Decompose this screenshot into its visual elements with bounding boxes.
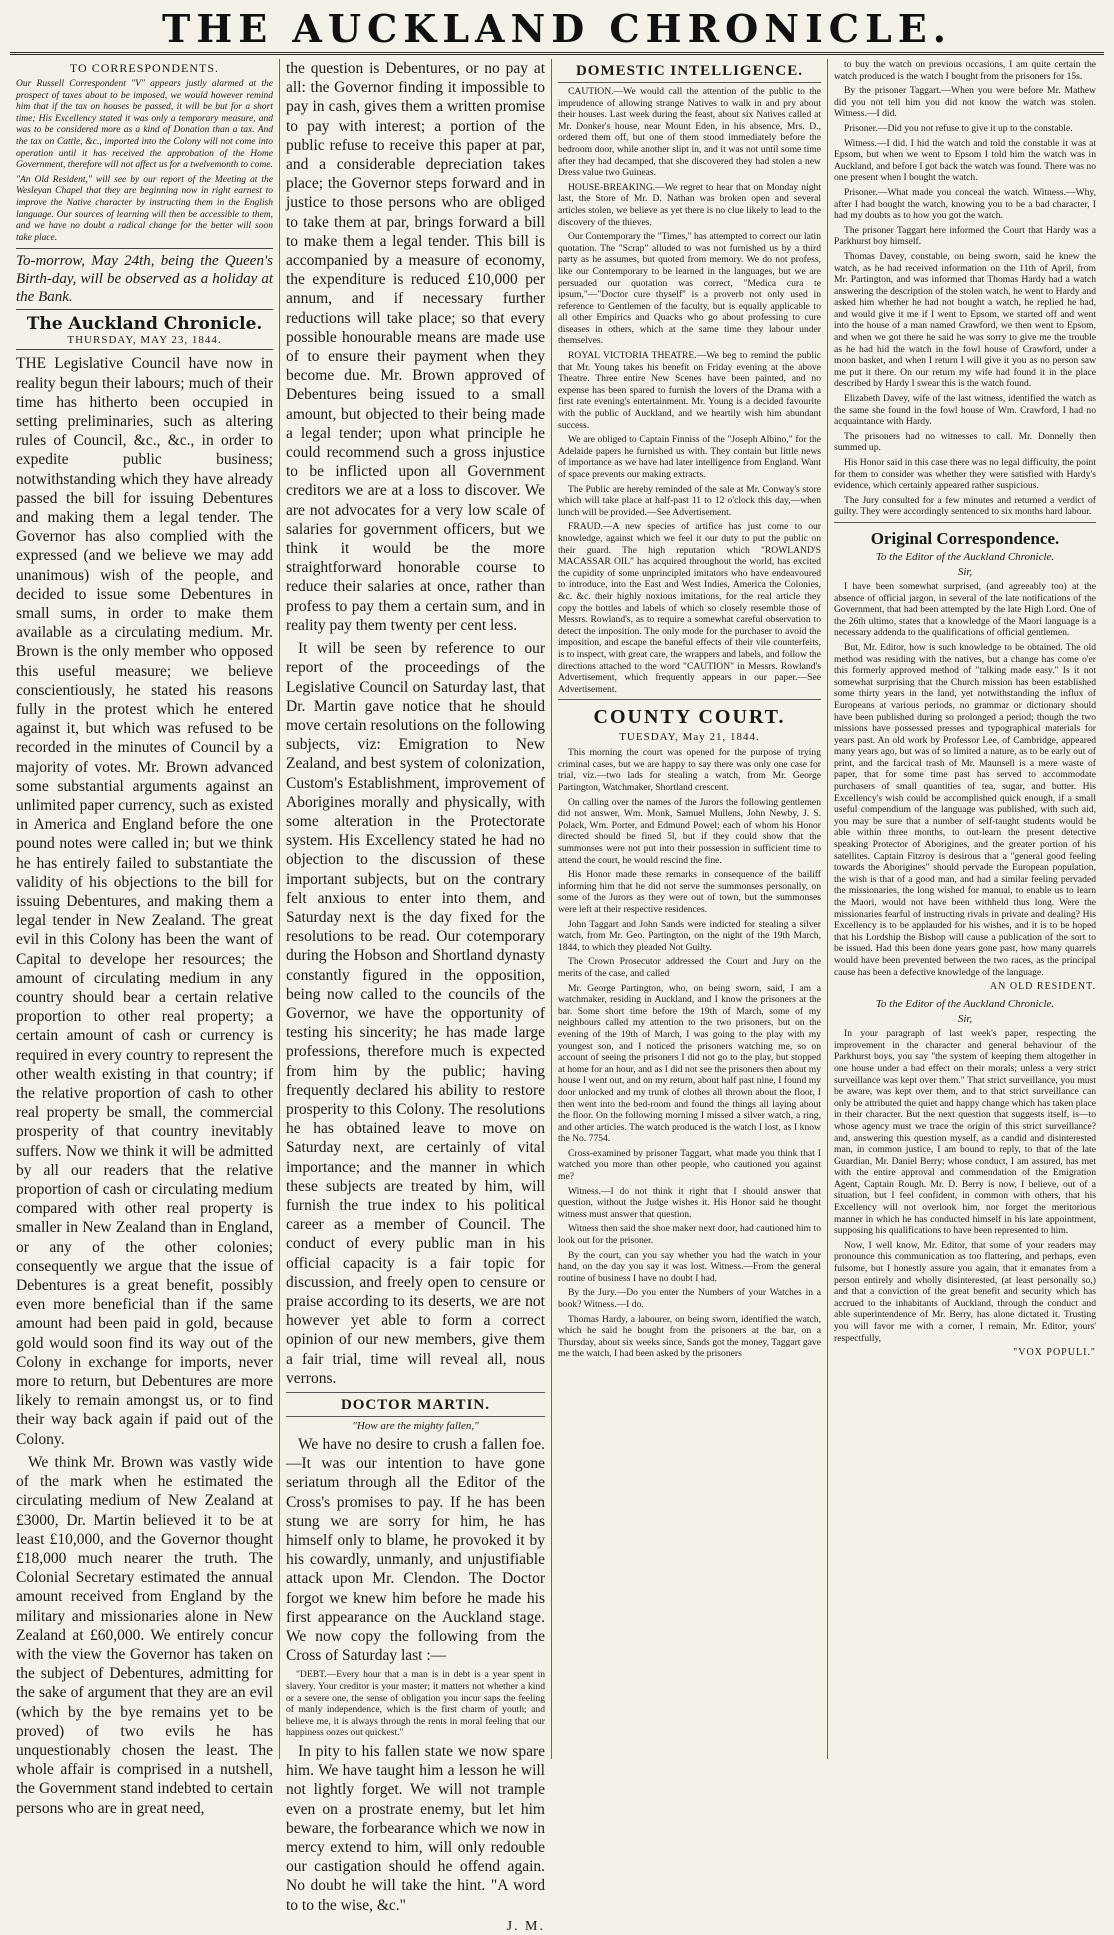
news-item: CAUTION.—We would call the attention of the public to the imprudence of allowing strange Natives to walk in and pry about their houses. Last week during the feast, about six Natives called at Mr. Donker's house, near Mount Eden, in his absence, Mrs. D., ordered them off, but one of them stood immediately before the bedroom door, while another slipt in, and it was not until some time after they had decamped, that she discovered they had stolen a new Dress value two Guineas. [558, 86, 821, 179]
court-paragraph: Witness.—I did. I hid the watch and told the constable it was at Epsom, but when we went to Epsom I told him the watch was in Auckland, and before I got back the watch was found. There was no one present when I bought the watch. [834, 137, 1096, 184]
divider [286, 1392, 545, 1393]
court-paragraph: The prisoner Taggart here informed the Court that Hardy was a Parkhurst boy himself. [834, 224, 1096, 248]
divider [834, 522, 1096, 523]
court-paragraph: The Crown Prosecutor addressed the Court and Jury on the merits of the case, and called [558, 956, 821, 979]
leader-paragraph: THE Legislative Council have now in reality begun their labours; much of their time has hitherto been occupied in setting preliminaries, such as altering rules of Council, &c., &c., in order to expedite public business; notwithstanding which they have already passed the bill for issuing Debentures and making them a legal tender. The Governor has also complied with the expressed (and we believe we may add unanimous) wish of the people, and decided to issue some Debentures in small sums, in order to make them available as a circulating medium. Mr. Brown is the only member who opposed this useful measure; we believe conscientiously, he stated his reasons fully in the protest which he entered against it, but which was refused to be recorded in the minutes of Council by a majority of votes. Mr. Brown advanced some substantial arguments against an unlimited paper currency, such as existed in America and England before the one pound notes were called in; but we think he has entirely failed to substantiate the validity of his objections to the bill for issuing Debentures, and making them a legal tender in New Zealand. The great evil in this Colony has been the want of Capital to develope her resources; the amount of circulating medium in any country should bear a certain relative proportion to other real property; a certain amount of cash or currency is required in every country to represent the other wealth existing in that country; if the relative proportion of cash to other real property be small, the commercial prosperity of that country inevitably suffers. Now we think it will be admitted by all our readers that the relative proportion of cash or circulating medium compared with other real property is smaller in New Zealand than in England, or any of the other colonies; consequently we argue that the issue of Debentures is a great benefit, possibly even more beneficial than if the same amount had been paid in gold, because gold would soon find its way out of the Colony in exchange for imports, never more to return, but Debentures are more likely to remain amongst us, or to find their way back again if paid out of the Colony. [16, 355, 273, 1448]
doctor-martin-heading: DOCTOR MARTIN. [286, 1397, 545, 1417]
column-3 [552, 59, 828, 1759]
letter-paragraph: But, Mr. Editor, how is such knowledge to be obtained. The old method was residing with the natives, but a change has come o'er this formerly approved method of "talking made easy." Is it not somewhat surprising that the Church mission has been established some thirty years in the land, yet notwithstanding the influx of Europeans at various periods, no grammar or dictionary should have been published during so prolonged a period; though the two missions have possessed presses and typographical materials for years past. An old work by Professor Lee, of Cambridge, appeared many years ago, but was of so limited a nature, as to be early out of print, and the farcical trash of Mr. Maunsell is a mere waste of paper, that for some time past has served to accommodate purchasers of small quantities of tea, sugar, and butter. His Excellency's wish could be accomplished quick enough, if a small useful compendium of the language was published, with such aid, you may be sure that a number of self-taught students would be able within three months, to out-learn the present detective speaking Protector of Aborigines, and the greater portion of his satellites. Captain Fitzroy is desirous that a "general good feeling towards the Aborigines" should pervade the European population, the wish is that of a good man, and had a similar feeling pervaded the missionaries, the long wished for manual, to enable us to learn the Maori, would not have been withheld thus long. Were the missionaries fearful of instructing rivals in private and dealing? His Excellency is to be applauded for his wishes, and it is to be hoped that his Lordship the Bishop will cause a publication of the sort to be issued. Had this been done years gone past, how many quarrels would have been prevented between the two races, as the principal cause has been a defective knowledge of the language. [834, 641, 1096, 978]
leader-paragraph: It will be seen by reference to our report of the proceedings of the Legislative Council on Saturday last, that Dr. Martin gave notice that he should move certain resolutions on the following subjects, viz: Emigration to New Zealand, and best system of colonization, Custom's Establishment, improvement of Aborigines morally and physically, with some alteration in the Protectorate system. His Excellency stated he had no objection to the discussion of these important subjects, but on the contrary felt anxious to enter into them, and Saturday next is the day fixed for the resolutions to be read. Our cotemporary during the Hobson and Shortland dynasty constantly figured in the opposition, being now called to the councils of the Governor, we have the opportunity of testing his sincerity; he has made large professions, therefore much is expected from him by the public; having frequently declared his ability to restore prosperity to this Colony. The resolutions he has obtained leave to move on Saturday next, are certainly of vital importance; and the manner in which these subjects are treated by him, will furnish the true index to his political career as a member of Council. The conduct of every public man in his official capacity is a fair topic for discussion, and freely open to censure or praise according to its deserts, we are not however yet able to form a correct opinion of our new members, give them a fair trial, time will reveal all, nous verrons. [286, 640, 545, 1387]
masthead: THE AUCKLAND CHRONICLE. [10, 6, 1104, 55]
letter-paragraph: Now, I well know, Mr. Editor, that some of your readers may pronounce this communication as too flattering, and perhaps, even fulsome, but I honestly assure you again, that it emanates from a person entirely and wholly disinterested, (at least personally so,) and that a conviction of the great benefit and security which has accrued to the inhabitants of Auckland, through the conduct and able superintendence of Mr. Berry, has alone dictated it. Trusting you will favor me with a corner, I remain, Mr. Editor, yours' respectfully, [834, 1239, 1096, 1344]
correspondents-heading: TO CORRESPONDENTS. [69, 61, 220, 75]
news-item: ROYAL VICTORIA THEATRE.—We beg to remind the public that Mr. Young takes his benefit on Friday evening at the above Theatre. Three entire New Scenes have been painted, and no expense has been spared to furnish the lovers of the Drama with a first rate evening's entertainment. Mr. Young is a decided favourite with the public of Auckland, and we heartily wish him abundant success. [558, 350, 821, 431]
columns [10, 59, 1104, 1934]
news-item: The Public are hereby reminded of the sale at Mr. Conway's store which will take place at half-past 11 to 12 o'clock this day,—when lunch will be provided.—See Advertisement. [558, 483, 821, 518]
column-4 [828, 59, 1102, 1759]
quoted-passage: "DEBT.—Every hour that a man is in debt is a year spent in slavery. Your creditor is your master; it matters not whether a kind or a severe one, the sense of obligation you incur saps the feeling of manly independence, which is the first charm of youth; and believe me, it is always through the rents in moral feeling that our happiness oozes out quickest." [286, 1669, 545, 1739]
holiday-notice: To-morrow, May 24th, being the Queen's Birth-day, will be observed as a holiday at the Bank. [16, 248, 273, 310]
leader-paragraph: We think Mr. Brown was vastly wide of the mark when he estimated the circulating medium of New Zealand at £3000, Dr. Martin believed it to be at least £10,000, and the Governor thought £18,000 much nearer the truth. The Colonial Secretary estimated the annual amount received from England by the military and missionaries alone in New Zealand at £60,000. We entirely concur with the view the Governor has taken on the subject of Debentures, admitting for the sake of argument that they are an evil (which by the bye remains yet to be proved) of two evils he has unquestionably chosen the least. The whole affair is comprised in a nutshell, the Government stand indebted to certain persons who are in great need, [16, 1453, 273, 1817]
court-paragraph: Cross-examined by prisoner Taggart, what made you think that I watched you more than other people, who cautioned you against me? [558, 1147, 821, 1183]
court-paragraph: Thomas Hardy, a labourer, on being sworn, identified the watch, which he said he bought from the prisoners at the bar, on a Thursday, about six weeks since, Sands got the money, Taggart gave me the watch, I had been asked by the prisoners [558, 1313, 821, 1360]
doctor-martin-subheading: "How are the mighty fallen," [352, 1420, 479, 1433]
county-court-date: TUESDAY, May 21, 1844. [619, 731, 760, 744]
article-paragraph: We have no desire to crush a fallen foe.—It was our intention to have gone seriatum through all the Editor of the Cross's promises to pay. If he has been stung we are sorry for him, he has himself only to blame, he provoked it by his cowardly, unmanly, and unjustifiable attack upon Mr. Clendon. The Doctor forgot we knew him before he made his first appearance on the Auckland stage. We now copy the following from the Cross of Saturday last :— [286, 1436, 545, 1665]
news-item: We are obliged to Captain Finniss of the "Joseph Albino," for the Adelaide papers he furnished us with. They contain but little news of importance as we have had later intelligence from England. Want of space prevents our making extracts. [558, 434, 821, 480]
court-paragraph: The prisoners had no witnesses to call. Mr. Donnelly then summed up. [834, 430, 1096, 454]
court-paragraph: Mr. George Partington, who, on being sworn, said, I am a watchmaker, residing in Auckland, and I know the prisoners at the bar. Some short time before the 19th of March, some of my neighbours called my attention to the two prisoners, but on the evening of the 19th of March, I was going to the play with my youngest son, and I noticed the prisoners watching me, so on account of seeing the prisoners I did not go to the play, but stopped at home for an hour, and as I did not see the prisoners then about my house I went out, and on my return, about half past nine, I found my door unlocked and my trunk of clothes all thrown about the floor, I then went into the bed-room and found the things all laying about the floor. On the following morning I missed a silver watch, a ring, and other articles. The watch produced is the watch I lost, as I know the No. 7754. [558, 982, 821, 1145]
article-paragraph: In pity to his fallen state we now spare him. We have taught him a lesson he will not lightly forget. We will not trample even on a prostrate enemy, but let him beware, the forbearance which we now in mercy extend to him, will only redouble our castigation should he offend again. No doubt he will take the hint. "A word to to the wise, &c." [286, 1743, 545, 1914]
court-paragraph: to buy the watch on previous occasions, I am quite certain the watch produced is the watch I bought from the prisoners for 15s. [834, 59, 1096, 82]
letter-signature: AN OLD RESIDENT. [989, 981, 1096, 993]
court-paragraph: John Taggart and John Sands were indicted for stealing a silver watch, from Mr. Geo. Partington, on the night of the 19th March, 1844, to which they pleaded Not Guilty. [558, 918, 821, 953]
court-paragraph: By the court, can you say whether you had the watch in your hand, on the day you say it was lost. Witness.—From the general routine of business I have no doubt I had. [558, 1249, 821, 1284]
court-paragraph: Witness.—I do not think it right that I should answer that question, without the Judge wishes it. His Honor said he thought witness must answer that question. [558, 1185, 821, 1220]
correspondent-note: "An Old Resident," will see by our report of the Meeting at the Wesleyan Chapel that they are beginning now in right earnest to improve the Native character by instructing them in the English language. Our sources of learning will then be accessible to them, and we have no doubt a radical change for the better will soon take place. [16, 174, 273, 243]
court-paragraph: The Jury consulted for a few minutes and returned a verdict of guilty. They were accordingly sentenced to six months hard labour. [834, 494, 1096, 518]
court-paragraph: His Honor said in this case there was no legal difficulty, the point for them to consider was whether they were satisfied with Hardy's evidence, which certainly appeared rather suspicious. [834, 457, 1096, 492]
column-1 [10, 59, 280, 1817]
paper-date: THURSDAY, MAY 23, 1844. [16, 334, 273, 350]
court-paragraph: Prisoner.—What made you conceal the watch. Witness.—Why, after I had bought the watch, knowing you to be a bad character, I had my doubts as to how you got the watch. [834, 186, 1096, 222]
court-paragraph: By the Jury.—Do you enter the Numbers of your Watches in a book? Witness.—I do. [558, 1287, 821, 1310]
signature: J. M. [506, 1918, 545, 1934]
court-paragraph: This morning the court was opened for the purpose of trying criminal cases, but we are happy to say there was only one case for trial, viz.—two lads for stealing a watch, from Mr. George Partington, Watchmaker, Shortland crescent. [558, 747, 821, 794]
original-correspondence-heading: Original Correspondence. [870, 528, 1060, 548]
court-paragraph: Elizabeth Davey, wife of the last witness, identified the watch as the same she found in the fowl house of Wm. Crawford, I had no acquaintance with Hardy. [834, 393, 1096, 428]
correspondent-note: Our Russell Correspondent "V" appears justly alarmed at the prospect of taxes about to be imposed, we would however remind him that if the tax on houses be passed, it will be but for a short time; His Excellency stated it was only a temporary measure, and was to be considered more as a kind of Donation than a tax. And the tax on Cattle, &c., imported into the Colony will not come into operation until it has received the approbation of the Home Government, therefore will not affect us for a twelvemonth to come. [16, 79, 273, 171]
column-2 [280, 59, 552, 1934]
news-item: FRAUD.—A new species of artifice has just come to our knowledge, against which we feel it our duty to put the public on their guard. The high reputation which "ROWLAND'S MACASSAR OIL" has acquired throughout the world, has excited the cupidity of some unprincipled imitators who have endeavoured to introduce, into the East and West Indies, America the Colonies, &c. &c. their highly noxious imitations, for the real article they copy the bottles and labels of which so closely resemble those of Messrs. Rowland's, as to require a somewhat careful observation to detect the imposition. The only mode for the purchaser to avoid the imposition, and escape the baneful effects of their vile counterfeits, is to inspect, with great care, the wrappers and labels, and follow the directions attached to the word "CAUTION" in Messrs. Rowland's Advertisement, which frequently appears in our paper.—See Advertisement. [558, 521, 821, 695]
court-paragraph: Thomas Davey, constable, on being sworn, said he knew the watch, as he had received information on the 11th of April, from Mr. Partington, and was informed that Thomas Hardy had a watch answering the description of the stolen watch, he went to Hardy and asked him whether he had not bought a watch, he replied he had, and would give it me if I went to Epsom, we started off and went into the house of a man named Crawford, we then went to Epsom, and when we got there he said he was sorry to give me the trouble as he had hid the watch in the fowl house of Crawford, under a moon basket, and when I return I will give it you as no person saw me put it there. On our return my wife had found it in the place described by Hardy I swear this is the watch found. [834, 250, 1096, 390]
court-paragraph: Prisoner.—Did you not refuse to give it up to the constable. [844, 122, 1073, 134]
letter-salutation: Sir, [957, 1013, 973, 1026]
court-paragraph: By the prisoner Taggart.—When you were before Mr. Mathew did you not tell him you did not know the watch was stolen. Witness.—I did. [834, 85, 1096, 120]
letter-address: To the Editor of the Auckland Chronicle. [875, 998, 1055, 1011]
letter-paragraph: In your paragraph of last week's paper, respecting the improvement in the character and general behaviour of the Parkhurst boys, you say "the system of keeping them altogether in one house under a bad effect on their morals; unless a very strict surveillance was kept over them." That strict surveillance, you must be aware, was kept over them, and to that strict surveillance can only be attributed the quiet and happy change which has taken place in their character. But the next question that suggests itself, is—to whose agency must we trace the origin of this strict surveillance? and, answering this question myself, as a candid and disinterested man, in common justice, I am bound to reply, to that of the late Guardian, Mr. Daniel Berry; whose conduct, I am assured, has met with the entire approval and commendation of the Emigration Agent, Captain Rough. Mr. D. Berry is now, I believe, out of a situation, but I feel confident, in common with others, that his Excellency will not overlook him, nor forget the meritorious manner in which he has conducted himself in his late appointment, supposing his qualifications to have been represented to him. [834, 1028, 1096, 1237]
court-paragraph: On calling over the names of the Jurors the following gentlemen did not answer, Wm. Monk, Samuel Mullens, John Newby, J. S. Polack, Wm. Porter, and Edmund Powel; each of whom his Honor directed should be fined 5l, but if they could show that the summonses were not put into their possession in sufficient time to attend the court, he would rescind the fine. [558, 796, 821, 866]
news-item: HOUSE-BREAKING.—We regret to hear that on Monday night last, the Store of Mr. D. Nathan was broken open and several articles stolen, we believe as yet there is no clue likely to lead to the discovery of the thieves. [558, 181, 821, 228]
domestic-intelligence-heading: DOMESTIC INTELLIGENCE. [558, 63, 821, 83]
leader-paragraph: the question is Debentures, or no pay at all: the Governor finding it impossible to pay in cash, gives them a written promise to pay with interest; a portion of the public refuse to receive this paper at par, and a considerable depreciation takes place; the Governor steps forward and in justice to those persons who are obliged to take them at par, brings forward a bill to make them a legal tender. This bill is accompanied by a measure of economy, the expenditure is reduced £10,000 per annum, and if necessary further reductions will take place; so that every possible honourable means are made use of to ensure their payment when they become due. Mr. Brown approved of Debentures being issued to a small amount, but objected to their being made a legal tender; upon what principle he could recommend such a gross injustice to be inflicted upon all Government creditors we are at a loss to discover. We are not advocates for a very low scale of salaries for government officers, but we think it would be the more straightforward honorable course to reduce their salaries at once, rather than profess to pay them a certain sum, and in reality pay them twenty per cent less. [286, 60, 545, 634]
letter-address: To the Editor of the Auckland Chronicle. [875, 550, 1055, 563]
letter-salutation: Sir, [957, 565, 973, 578]
paper-title: The Auckland Chronicle. [26, 314, 263, 335]
letter-signature: "VOX POPULI." [1013, 1347, 1096, 1359]
letter-paragraph: I have been somewhat surprised, (and agreeably too) at the absence of official jargon, in several of the late notifications of the Government, that had been attempted by the late High Lord. One of the 26th ultimo, states that a knowledge of the Maori language is a necessary addenda to the qualifications of official gentlemen. [834, 580, 1096, 639]
news-item: Our Contemporary the "Times," has attempted to correct our latin quotation. The "Scrap" alluded to was not furnished us by a third party as he assumes, but quoted from memory. We do not profess, like our Contemporary to be learned in the languages, but we are persuaded our quotation was correct, "Medica cura te ipsum,"—"Doctor cure thyself" is a proverb not only used in reference to Gentlemen of the faculty, but is equally applicable to all other Empirics and Quacks who go about professing to cure diseases in others, which at the same time they labour under themselves. [558, 231, 821, 347]
county-court-heading: COUNTY COURT. [593, 706, 786, 729]
court-paragraph: Witness then said the shoe maker next door, had cautioned him to look out for the prisoner. [558, 1223, 821, 1247]
court-paragraph: His Honor made these remarks in consequence of the bailiff informing him that he did not serve the summonses personally, on some of the Jurors as they were out of town, but the summonses were left at their respective residences. [558, 869, 821, 915]
divider [558, 699, 821, 700]
